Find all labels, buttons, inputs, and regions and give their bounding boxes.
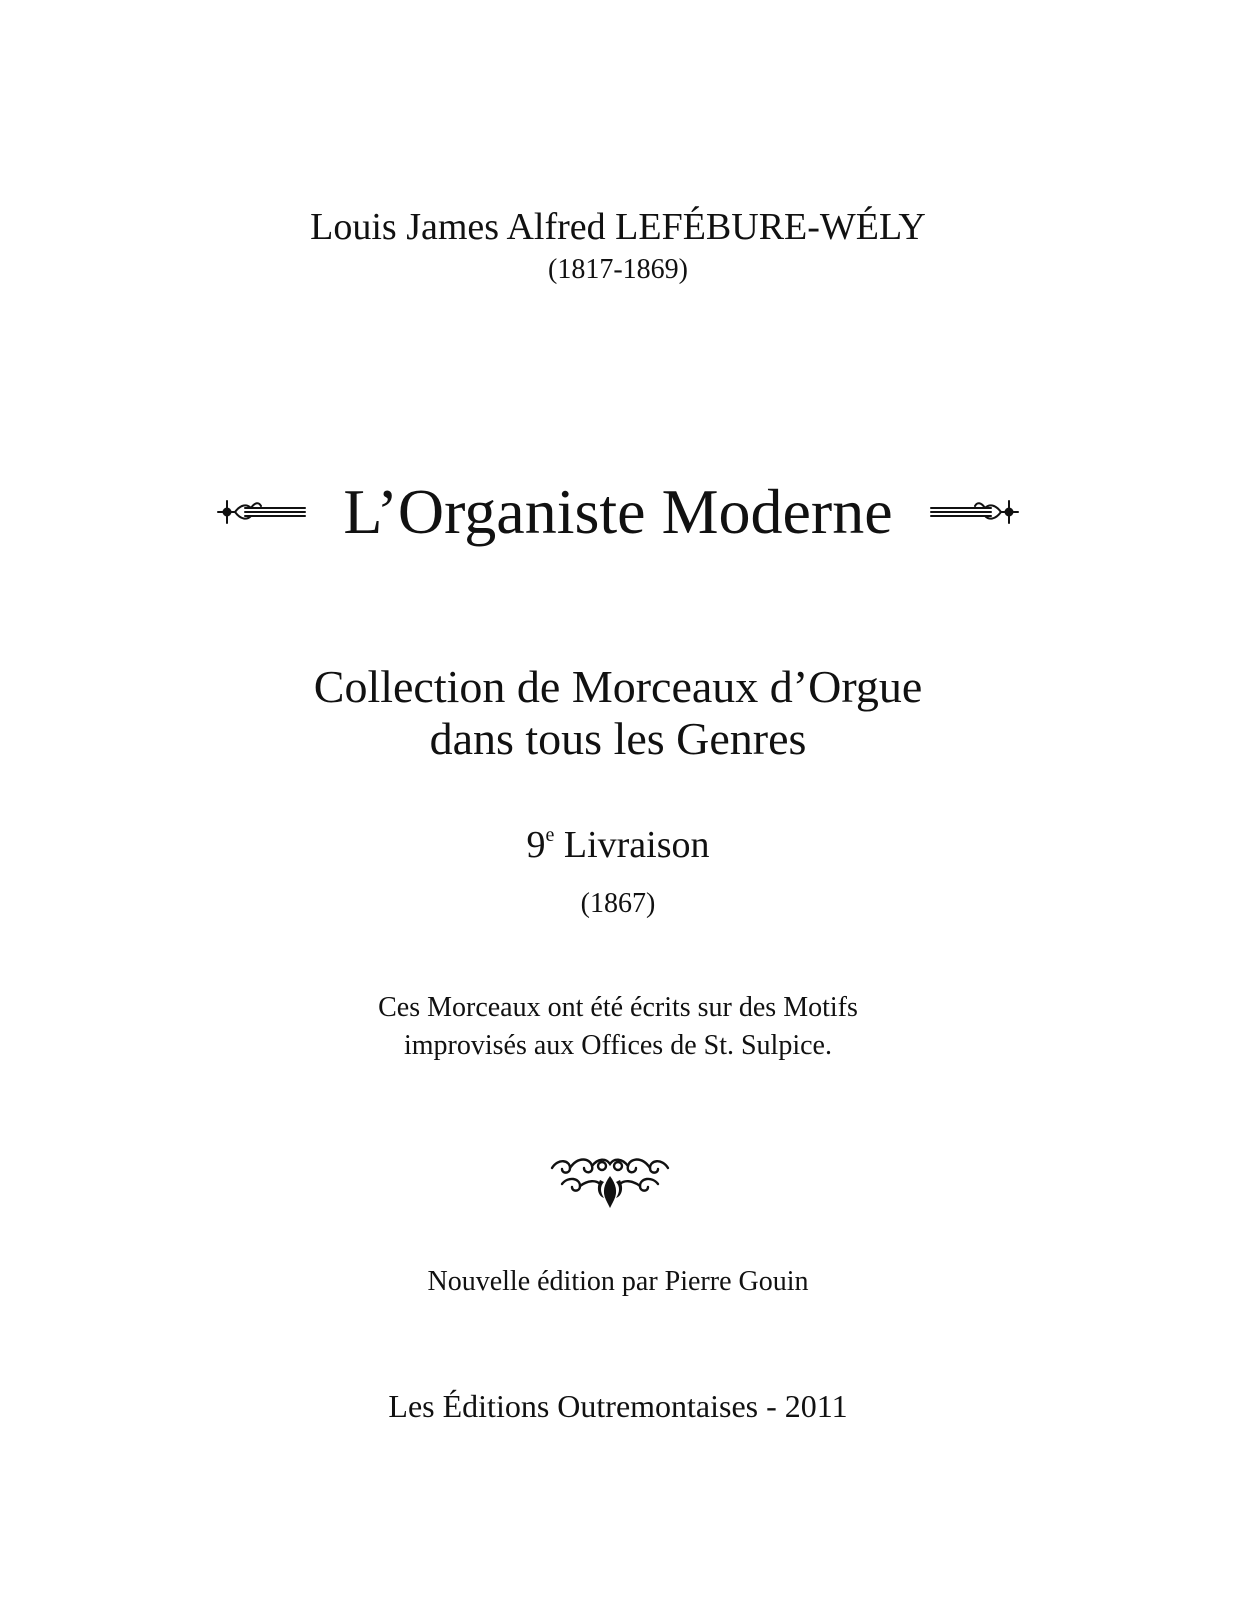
composer-dates: (1817-1869) (548, 254, 688, 285)
main-title: L’Organiste Moderne (343, 476, 893, 547)
publication-year: (1867) (580, 888, 656, 919)
note-line-2: improvisés aux Offices de St. Sulpice. (404, 1030, 832, 1061)
livraison-label: Livraison (554, 824, 710, 866)
livraison-number: 9 (526, 824, 546, 866)
note-line-1: Ces Morceaux ont été écrits sur des Motifs (378, 992, 858, 1023)
composer-name: Louis James Alfred LEFÉBURE-WÉLY (310, 206, 926, 248)
publisher-credit: Les Éditions Outremontaises - 2011 (388, 1388, 848, 1424)
flourish-left-icon (215, 492, 307, 532)
livraison (0, 826, 1236, 864)
subtitle-line-1: Collection de Morceaux d’Orgue (313, 661, 923, 712)
editor-credit: Nouvelle édition par Pierre Gouin (427, 1266, 809, 1297)
livraison-superscript: e (545, 824, 555, 846)
fleuron-ornament-icon (548, 1150, 672, 1210)
subtitle-line-2: dans tous les Genres (429, 713, 807, 764)
title-row (0, 472, 1236, 552)
flourish-right-icon (929, 492, 1021, 532)
